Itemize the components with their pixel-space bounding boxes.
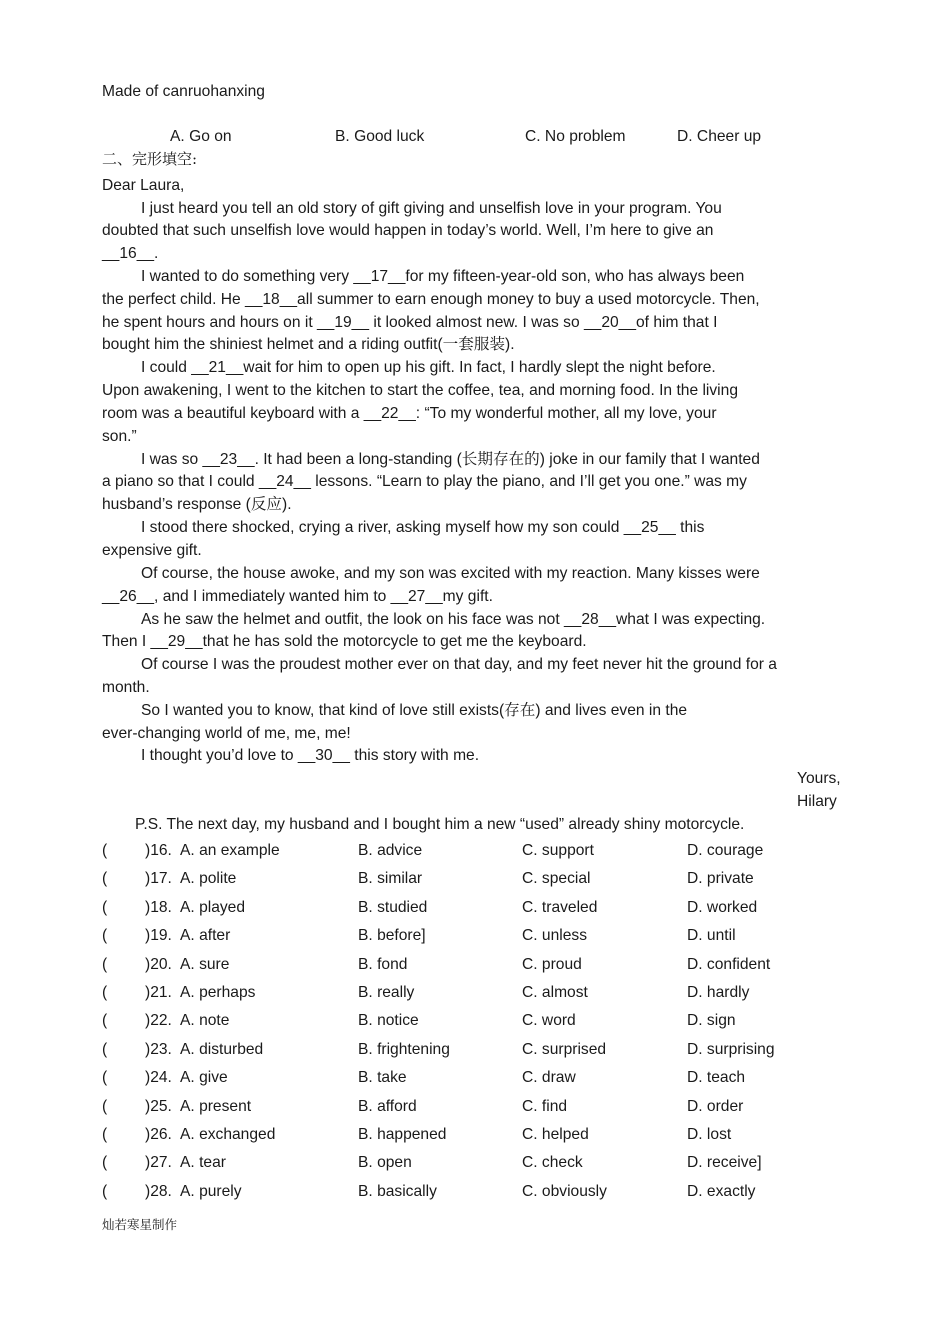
question-number: )25. bbox=[145, 1098, 172, 1115]
letter-line: bought him the shiniest helmet and a riding outfit(一套服装). bbox=[102, 336, 515, 353]
letter-line: son.” bbox=[102, 428, 137, 445]
question-option-d: D. courage bbox=[687, 842, 764, 859]
prev-option-b: B. Good luck bbox=[335, 128, 425, 145]
question-option-b: B. happened bbox=[358, 1126, 447, 1143]
letter-line: room was a beautiful keyboard with a __22__: “To my wonderful mother, all my love, your bbox=[102, 405, 717, 422]
letter-closing: Yours, bbox=[797, 770, 841, 787]
question-option-b: B. really bbox=[358, 984, 415, 1001]
letter-line: Of course, the house awoke, and my son was excited with my reaction. Many kisses were bbox=[141, 565, 760, 582]
question-option-d: D. receive] bbox=[687, 1154, 762, 1171]
question-option-d: D. teach bbox=[687, 1069, 746, 1086]
question-number: )17. bbox=[145, 870, 172, 887]
question-number: )23. bbox=[145, 1041, 172, 1058]
question-paren: ( bbox=[102, 956, 108, 973]
question-paren: ( bbox=[102, 1183, 108, 1200]
question-option-c: C. find bbox=[522, 1098, 568, 1115]
letter-line: Then I __29__that he has sold the motorcycle to get me the keyboard. bbox=[102, 633, 587, 650]
question-option-b: B. before] bbox=[358, 927, 426, 944]
question-option-b: B. advice bbox=[358, 842, 423, 859]
question-number: )21. bbox=[145, 984, 172, 1001]
question-option-d: D. exactly bbox=[687, 1183, 756, 1200]
question-number: )24. bbox=[145, 1069, 172, 1086]
question-paren: ( bbox=[102, 927, 108, 944]
question-option-c: C. support bbox=[522, 842, 594, 859]
letter-line: doubted that such unselfish love would happen in today’s world. Well, I’m here to give an bbox=[102, 222, 714, 239]
question-option-d: D. until bbox=[687, 927, 736, 944]
question-option-d: D. hardly bbox=[687, 984, 750, 1001]
question-option-a: A. after bbox=[180, 927, 231, 944]
question-option-a: A. polite bbox=[180, 870, 237, 887]
letter-line: As he saw the helmet and outfit, the look on his face was not __28__what I was expecting. bbox=[141, 611, 766, 628]
question-paren: ( bbox=[102, 1069, 108, 1086]
question-paren: ( bbox=[102, 1012, 108, 1029]
header-credit: Made of canruohanxing bbox=[102, 83, 265, 100]
question-option-c: C. draw bbox=[522, 1069, 576, 1086]
letter-line: So I wanted you to know, that kind of love still exists(存在) and lives even in the bbox=[141, 702, 688, 719]
letter-line: ever-changing world of me, me, me! bbox=[102, 725, 351, 742]
question-option-d: D. sign bbox=[687, 1012, 736, 1029]
question-option-c: C. almost bbox=[522, 984, 588, 1001]
question-option-c: C. traveled bbox=[522, 899, 598, 916]
prev-option-a: A. Go on bbox=[170, 128, 232, 145]
question-option-c: C. unless bbox=[522, 927, 588, 944]
letter-signature: Hilary bbox=[797, 793, 837, 810]
prev-option-d: D. Cheer up bbox=[677, 128, 762, 145]
question-option-c: C. check bbox=[522, 1154, 583, 1171]
question-paren: ( bbox=[102, 1154, 108, 1171]
letter-line: __16__. bbox=[102, 245, 159, 262]
question-option-d: D. order bbox=[687, 1098, 744, 1115]
question-option-a: A. perhaps bbox=[180, 984, 256, 1001]
letter-line: I wanted to do something very __17__for my fifteen-year-old son, who has always been bbox=[141, 268, 745, 285]
question-paren: ( bbox=[102, 870, 108, 887]
question-option-c: C. surprised bbox=[522, 1041, 607, 1058]
question-number: )18. bbox=[145, 899, 172, 916]
question-option-c: C. helped bbox=[522, 1126, 589, 1143]
letter-line: I could __21__wait for him to open up his gift. In fact, I hardly slept the night before. bbox=[141, 359, 716, 376]
letter-greeting: Dear Laura, bbox=[102, 177, 185, 194]
question-paren: ( bbox=[102, 984, 108, 1001]
question-option-a: A. give bbox=[180, 1069, 228, 1086]
letter-line: husband’s response (反应). bbox=[102, 496, 292, 513]
question-paren: ( bbox=[102, 1098, 108, 1115]
question-option-a: A. present bbox=[180, 1098, 252, 1115]
question-option-b: B. similar bbox=[358, 870, 423, 887]
question-option-a: A. note bbox=[180, 1012, 230, 1029]
question-paren: ( bbox=[102, 1126, 108, 1143]
question-option-c: C. word bbox=[522, 1012, 576, 1029]
question-option-a: A. exchanged bbox=[180, 1126, 276, 1143]
question-number: )16. bbox=[145, 842, 172, 859]
question-option-b: B. fond bbox=[358, 956, 408, 973]
question-option-b: B. notice bbox=[358, 1012, 419, 1029]
question-option-a: A. tear bbox=[180, 1154, 226, 1171]
letter-line: a piano so that I could __24__ lessons. “Learn to play the piano, and I’ll get you one.” was my bbox=[102, 473, 747, 490]
question-option-b: B. take bbox=[358, 1069, 407, 1086]
question-option-c: C. special bbox=[522, 870, 591, 887]
question-option-a: A. purely bbox=[180, 1183, 242, 1200]
question-option-a: A. sure bbox=[180, 956, 230, 973]
question-number: )20. bbox=[145, 956, 172, 973]
letter-line: I thought you’d love to __30__ this story with me. bbox=[141, 747, 480, 764]
question-option-b: B. studied bbox=[358, 899, 428, 916]
question-option-d: D. surprising bbox=[687, 1041, 775, 1058]
question-paren: ( bbox=[102, 899, 108, 916]
question-option-b: B. open bbox=[358, 1154, 412, 1171]
question-option-a: A. an example bbox=[180, 842, 280, 859]
question-option-a: A. disturbed bbox=[180, 1041, 264, 1058]
letter-line: I just heard you tell an old story of gift giving and unselfish love in your program. You bbox=[141, 200, 722, 217]
letter-line: I was so __23__. It had been a long-standing (长期存在的) joke in our family that I wanted bbox=[141, 451, 760, 468]
question-number: )26. bbox=[145, 1126, 172, 1143]
question-option-c: C. proud bbox=[522, 956, 582, 973]
question-number: )27. bbox=[145, 1154, 172, 1171]
letter-line: Upon awakening, I went to the kitchen to start the coffee, tea, and morning food. In the living bbox=[102, 382, 738, 399]
letter-line: Of course I was the proudest mother ever on that day, and my feet never hit the ground for a bbox=[141, 656, 777, 673]
question-option-a: A. played bbox=[180, 899, 246, 916]
question-option-d: D. worked bbox=[687, 899, 758, 916]
question-option-b: B. frightening bbox=[358, 1041, 450, 1058]
question-paren: ( bbox=[102, 1041, 108, 1058]
question-paren: ( bbox=[102, 842, 108, 859]
letter-ps: P.S. The next day, my husband and I bought him a new “used” already shiny motorcycle. bbox=[135, 816, 745, 833]
question-option-d: D. lost bbox=[687, 1126, 732, 1143]
footer-maker: 灿若寒星制作 bbox=[102, 1217, 178, 1232]
question-number: )28. bbox=[145, 1183, 172, 1200]
section-title: 二、完形填空: bbox=[102, 150, 198, 168]
letter-line: the perfect child. He __18__all summer to earn enough money to buy a used motorcycle. Then, bbox=[102, 291, 760, 308]
letter-line: __26__, and I immediately wanted him to __27__my gift. bbox=[102, 588, 493, 605]
question-number: )19. bbox=[145, 927, 172, 944]
prev-option-c: C. No problem bbox=[525, 128, 626, 145]
letter-line: month. bbox=[102, 679, 150, 696]
letter-line: he spent hours and hours on it __19__ it looked almost new. I was so __20__of him that I bbox=[102, 314, 718, 331]
letter-line: expensive gift. bbox=[102, 542, 202, 559]
question-option-c: C. obviously bbox=[522, 1183, 607, 1200]
question-option-b: B. basically bbox=[358, 1183, 437, 1200]
letter-line: I stood there shocked, crying a river, asking myself how my son could __25__ this bbox=[141, 519, 705, 536]
question-option-d: D. confident bbox=[687, 956, 771, 973]
question-option-b: B. afford bbox=[358, 1098, 417, 1115]
question-option-d: D. private bbox=[687, 870, 754, 887]
question-number: )22. bbox=[145, 1012, 172, 1029]
